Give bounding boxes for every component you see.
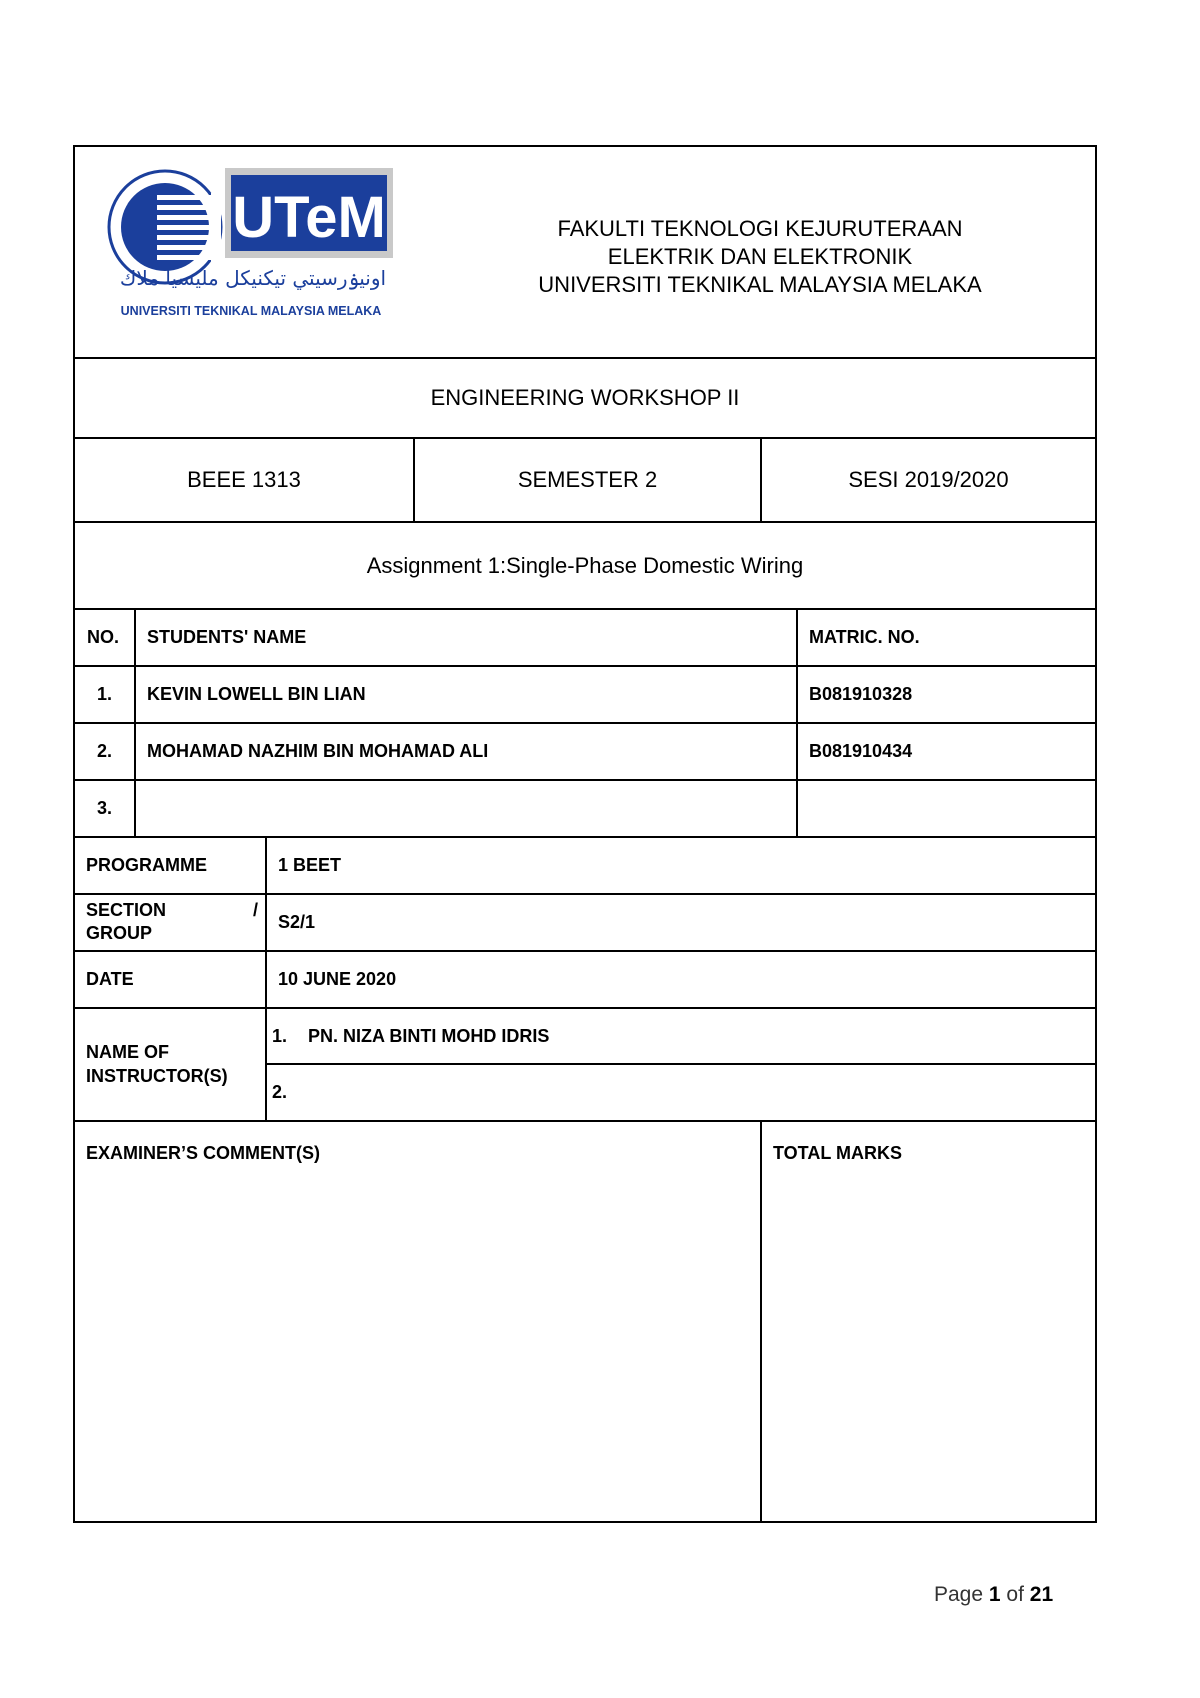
student-row-1-no: 1. xyxy=(97,684,113,704)
section-label-text: SECTION xyxy=(86,900,167,920)
students-header-no: NO. xyxy=(87,627,120,647)
instructor-2-no: 2. xyxy=(272,1081,288,1102)
faculty-line-1: FAKULTI TEKNOLOGI KEJURUTERAAN xyxy=(557,216,963,241)
page-number xyxy=(934,1583,1053,1607)
instructor-1-name: PN. NIZA BINTI MOHD IDRIS xyxy=(308,1025,550,1046)
section-group-value: S2/1 xyxy=(278,912,316,932)
student-row-1-name: KEVIN LOWELL BIN LIAN xyxy=(147,684,366,704)
instructor-label-line-2: INSTRUCTOR(S) xyxy=(86,1066,228,1086)
divider xyxy=(265,836,267,1120)
divider xyxy=(760,1120,762,1523)
student-row-3-matric xyxy=(809,781,1089,836)
student-row-2-no: 2. xyxy=(97,741,113,761)
session: SESI 2019/2020 xyxy=(848,467,1009,492)
group-label-text: GROUP xyxy=(86,923,153,943)
instructor-1 xyxy=(272,1009,1082,1063)
programme-label: PROGRAMME xyxy=(86,855,207,875)
section-group-label xyxy=(86,899,258,945)
students-header-matric: MATRIC. NO. xyxy=(809,627,920,647)
university-name: UNIVERSITI TEKNIKAL MALAYSIA MELAKA xyxy=(538,272,982,297)
programme-value: 1 BEET xyxy=(278,855,342,875)
student-row-1-matric: B081910328 xyxy=(809,684,913,704)
faculty-heading xyxy=(425,215,1095,299)
date-label: DATE xyxy=(86,969,134,989)
utem-caption: UNIVERSITI TEKNIKAL MALAYSIA MELAKA xyxy=(120,304,382,318)
course-title: ENGINEERING WORKSHOP II xyxy=(430,385,740,410)
section-slash: / xyxy=(252,900,258,920)
student-row-3-no: 3. xyxy=(97,798,113,818)
student-row-2-name: MOHAMAD NAZHIM BIN MOHAMAD ALI xyxy=(147,741,489,761)
students-header-name: STUDENTS' NAME xyxy=(147,627,307,647)
total-marks-label: TOTAL MARKS xyxy=(773,1143,902,1163)
utem-logo-graphic xyxy=(105,165,395,325)
instructor-label xyxy=(86,1040,261,1088)
faculty-line-2: ELEKTRIK DAN ELEKTRONIK xyxy=(607,244,913,269)
assignment-title: Assignment 1:Single-Phase Domestic Wiring xyxy=(366,552,804,578)
page-current: 1 xyxy=(988,1583,1001,1606)
date-value: 10 JUNE 2020 xyxy=(278,969,397,989)
page-of: of xyxy=(1006,1583,1024,1606)
page-prefix: Page xyxy=(934,1583,984,1606)
instructor-1-no: 1. xyxy=(272,1025,288,1046)
utem-jawi-text: اونيۏرسيتي تيكنيكل مليسيا ملاك xyxy=(119,266,387,290)
utem-logo xyxy=(105,165,395,325)
student-row-2-matric: B081910434 xyxy=(809,741,913,761)
divider xyxy=(75,1120,1095,1122)
course-code: BEEE 1313 xyxy=(187,467,301,492)
semester: SEMESTER 2 xyxy=(517,467,658,492)
student-row-3-name xyxy=(147,781,787,836)
cover-page-form xyxy=(73,145,1097,1523)
instructor-2 xyxy=(272,1065,1082,1119)
instructor-label-line-1: NAME OF xyxy=(86,1042,169,1062)
utem-wordmark: UTeM xyxy=(232,185,386,250)
examiner-comments-label: EXAMINER’S COMMENT(S) xyxy=(86,1143,320,1163)
page-total: 21 xyxy=(1029,1583,1054,1606)
